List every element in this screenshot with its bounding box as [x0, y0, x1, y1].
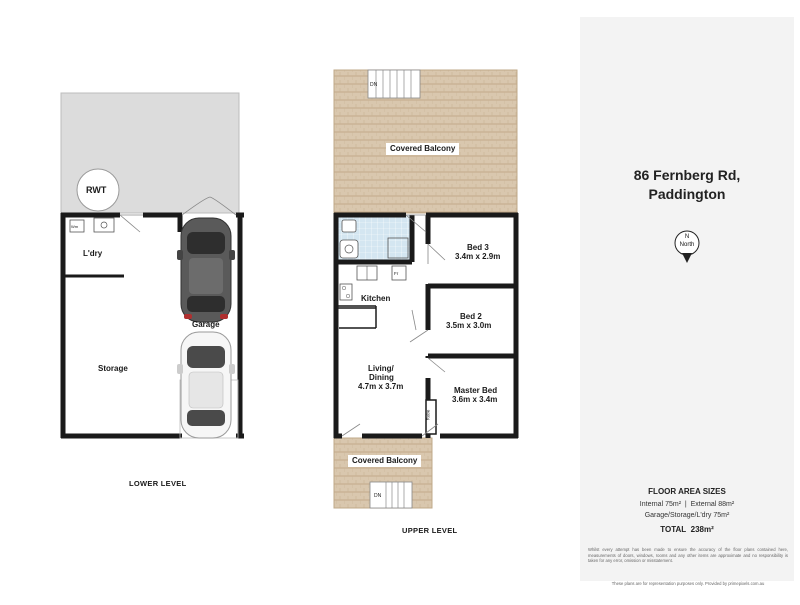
covered-balcony-top-label: Covered Balcony	[386, 143, 459, 155]
compass-n: N	[684, 234, 690, 240]
car-dark	[177, 218, 235, 322]
covered-balcony-top-deck	[334, 70, 517, 213]
bed2-name: Bed 2	[460, 312, 482, 321]
washing-machine-label: Wm	[71, 224, 79, 229]
kitchen-label: Kitchen	[361, 294, 391, 303]
storage-label: Storage	[98, 364, 128, 373]
floor-area-separator: |	[684, 501, 687, 508]
address-line-1: 86 Fernberg Rd,	[633, 167, 741, 183]
robe-label: Robe	[425, 409, 431, 421]
floor-area-internal-external	[580, 501, 794, 508]
disclaimer: Whilst every attempt has been made to ensure the accuracy of the floor plans contained here, measurements of doors, windows, rooms and any other items are approximate and no responsibility is taken for any error, omission or misstatement.	[588, 547, 788, 564]
bed2-size: 3.5m x 3.0m	[446, 321, 492, 330]
address-line-2: Paddington	[648, 186, 726, 202]
north-compass	[673, 229, 701, 257]
covered-balcony-bottom-label: Covered Balcony	[348, 455, 421, 467]
floor-area-title: FLOOR AREA SIZES	[648, 487, 726, 496]
info-panel	[580, 17, 794, 586]
laundry-label: L'dry	[83, 249, 103, 258]
laundry-tub	[94, 218, 114, 232]
floor-area-total-label: TOTAL	[660, 525, 687, 534]
compass-north: North	[679, 242, 695, 248]
provider-note: These plans are for representation purposes only. Provided by primepixels.com.au	[611, 581, 765, 586]
bed3-size: 3.4m x 2.9m	[455, 252, 501, 261]
floor-area-external: External 88m²	[690, 501, 735, 508]
master-bed-size: 3.6m x 3.4m	[452, 395, 498, 404]
living-size: 4.7m x 3.7m	[358, 382, 404, 391]
upper-level-label: UPPER LEVEL	[402, 526, 458, 535]
rwt-label: RWT	[86, 185, 107, 195]
bed3-name: Bed 3	[467, 243, 489, 252]
master-bed-name: Master Bed	[454, 386, 498, 395]
floor-area-total	[580, 525, 794, 534]
floor-area-garage: Garage/Storage/L'dry 75m²	[644, 512, 730, 519]
fridge-label: Fr	[394, 271, 399, 276]
lower-level-label: LOWER LEVEL	[129, 479, 187, 488]
car-white	[177, 332, 238, 438]
laundry-door-swing	[120, 215, 143, 232]
garage-label: Garage	[192, 320, 220, 329]
stairs-top-label: DN	[370, 82, 378, 88]
floor-area-total-value: 238m²	[690, 525, 714, 534]
floor-area-internal: Internal 75m²	[639, 501, 682, 508]
living-name-2: Dining	[369, 373, 394, 382]
stairs-bottom-label: DN	[374, 493, 382, 499]
living-name-1: Living/	[368, 364, 394, 373]
